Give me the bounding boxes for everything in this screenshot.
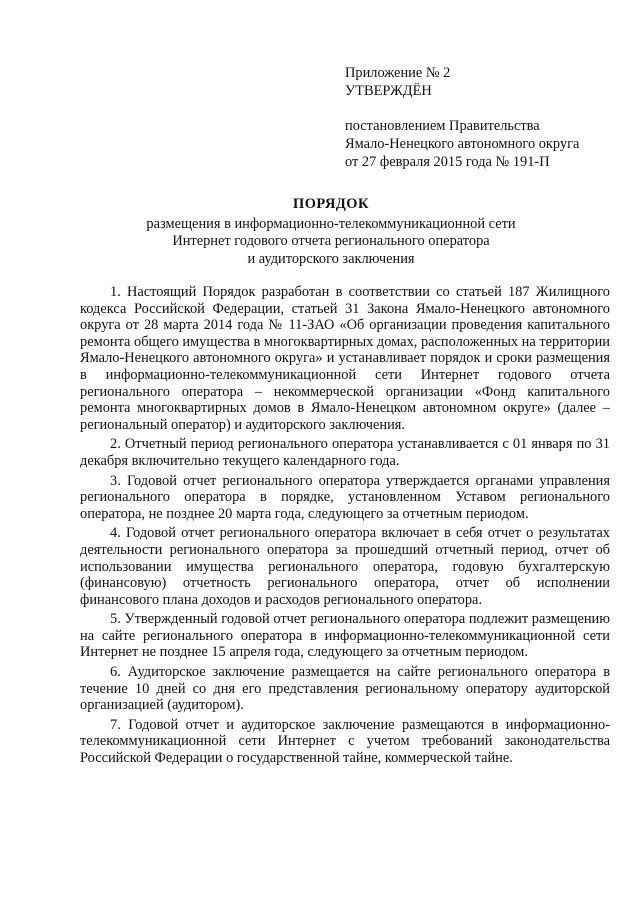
- title-subtitle-line-1: размещения в информационно-телекоммуникационной сети: [146, 215, 516, 232]
- paragraph-2: 2. Отчетный период регионального оператора устанавливается с 01 января по 31 декабря включительно текущего календарного года.: [80, 436, 610, 469]
- approved-label: УТВЕРЖДЁН: [345, 83, 432, 99]
- approval-region: Ямало-Ненецкого автономного округа: [345, 136, 580, 152]
- approval-authority: постановлением Правительства: [345, 118, 540, 134]
- appendix-number: Приложение № 2: [345, 65, 451, 81]
- title-heading: ПОРЯДОК: [293, 196, 369, 212]
- approval-date: от 27 февраля 2015 года № 191-П: [345, 154, 550, 170]
- paragraph-6: 6. Аудиторское заключение размещается на сайте регионального оператора в течение 10 дней со дня его представления региональному оператору аудиторской организацией (аудитором).: [80, 664, 610, 714]
- paragraph-4: 4. Годовой отчет регионального оператора включает в себя отчет о результатах деятельности регионального оператора за прошедший отчетный период, отчет об использовании имущества регионального оператора, годовую бухгалтерскую (финансовую) отчетность регионального оператора, отчет об исполнении финансового плана доходов и расходов регионального оператора.: [80, 525, 610, 608]
- title-subtitle-line-3: и аудиторского заключения: [247, 250, 415, 267]
- paragraph-7: 7. Годовой отчет и аудиторское заключение размещаются в информационно-телекоммуникационной сети Интернет с учетом требований законодательства Российской Федерации о государственной тайне, коммерческой тайне.: [80, 716, 610, 767]
- document-title: [60, 196, 602, 268]
- approval-stamp: [345, 64, 605, 171]
- paragraph-3: 3. Годовой отчет регионального оператора утверждается органами управления регионального оператора в порядке, установленном Уставом регионального оператора, не позднее 20 марта года, следующего за отчетным периодом.: [80, 472, 610, 522]
- paragraph-1: 1. Настоящий Порядок разработан в соответствии со статьей 187 Жилищного кодекса Российской Федерации, статьей 31 Закона Ямало-Ненецкого автономного округа от 28 марта 2014 года № 11-ЗАО «Об организации проведения капитального ремонта общего имущества в многоквартирных домах, расположенных на территории Ямало-Ненецкого автономного округа» и устанавливает порядок и сроки размещения в информационно-телекоммуникационной сети Интернет годового отчета регионального оператора – некоммерческой организации «Фонд капитального ремонта многоквартирных домов в Ямало-Ненецком автономном округе» (далее – региональный оператор) и аудиторского заключения.: [80, 284, 610, 433]
- document-body: [80, 284, 610, 770]
- paragraph-5: 5. Утвержденный годовой отчет регионального оператора подлежит размещению на сайте регионального оператора в информационно-телекоммуникационной сети Интернет не позднее 15 апреля года, следующего за отчетным периодом.: [80, 611, 610, 661]
- title-subtitle-line-2: Интернет годового отчета регионального оператора: [172, 233, 490, 249]
